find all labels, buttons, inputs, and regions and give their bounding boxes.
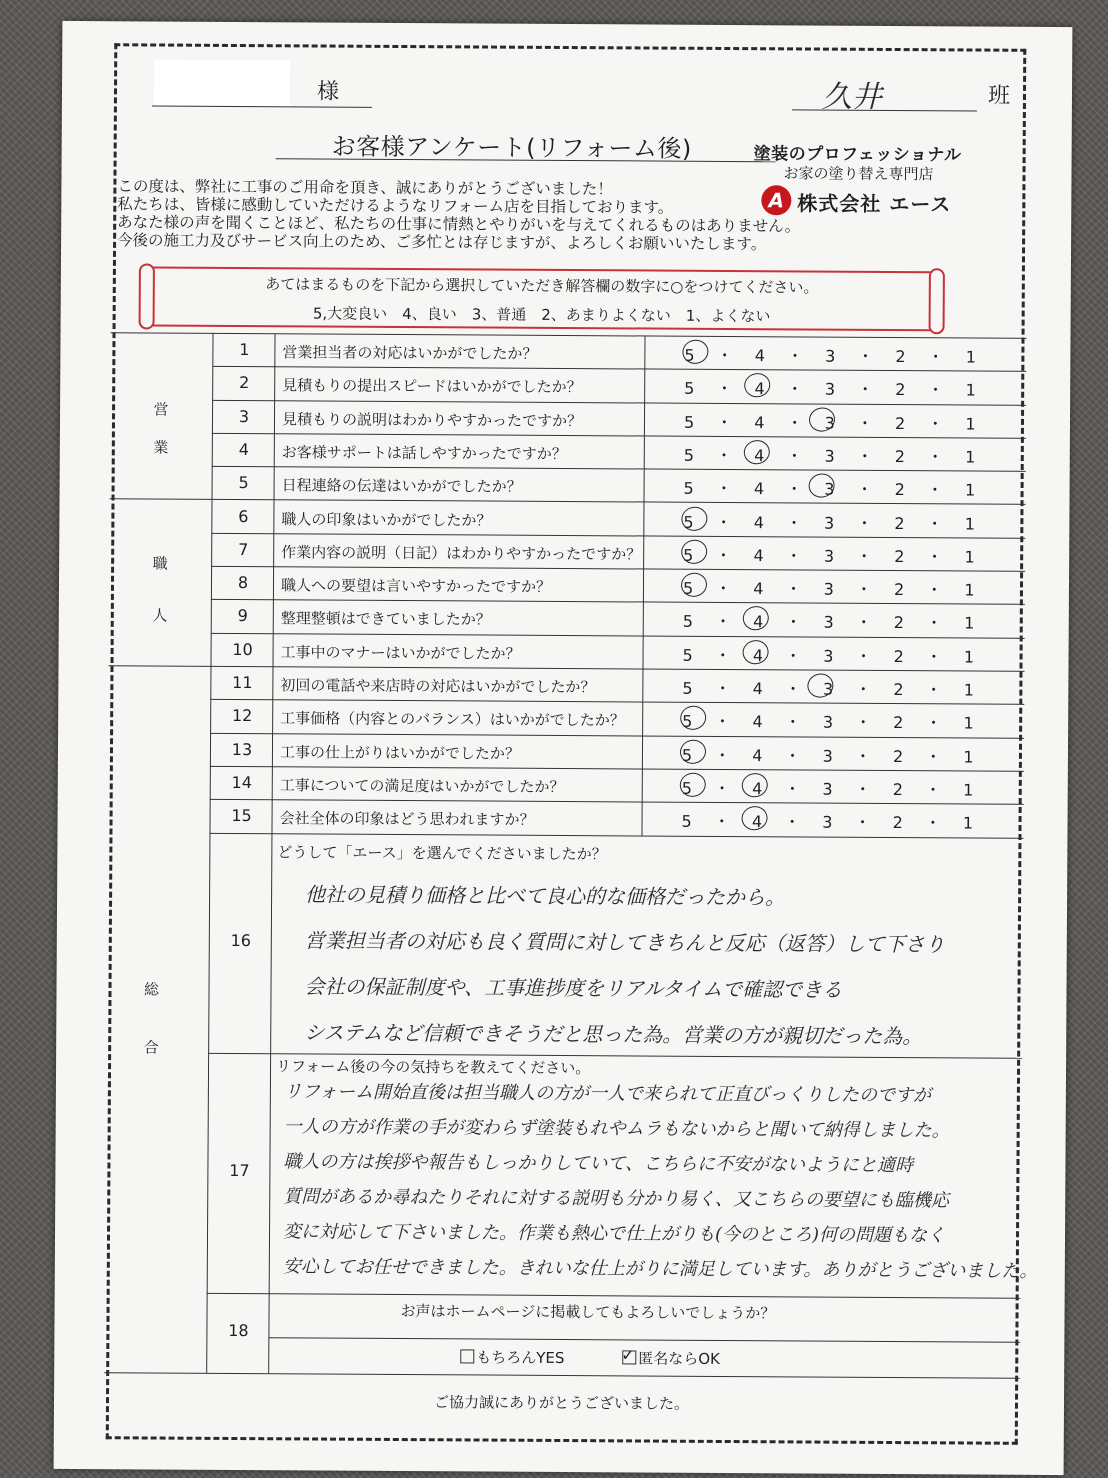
q16-answer-line: システムなど信頼できそうだと思った為。営業の方が親切だった為。 [304, 1020, 923, 1049]
question-text: 職人への要望は言いやすかったですか？ [280, 576, 552, 597]
intro-line: あなた様の声を聞くことほど、私たちの仕事に情熱とやりがいを与えてくれるものはありません。 [117, 213, 801, 236]
rating-scale: 5 ・ 4 ・ 3 ・ 2 ・ 1 [683, 412, 976, 434]
q17-answer-line: 一人の方が作業の手が変わらず塗装もれやムラもないからと聞いて納得しました。 [283, 1116, 950, 1142]
question-number: 17 [229, 1160, 250, 1181]
q17-answer-line: 職人の方は挨拶や報告もしっかりしていて、こちらに不安がないようにと適時 [283, 1151, 914, 1177]
rating-scale: 5 ・ 4 ・ 3 ・ 2 ・ 1 [682, 678, 975, 700]
question-number: 2 [239, 373, 250, 393]
company-logo-icon: A [761, 185, 791, 215]
rating-legend: 5,大変良い 4、良い 3、普通 2、あまりよくない 1、よくない [312, 304, 771, 326]
question-text: 作業内容の説明（日記）はわかりやすかったですか？ [281, 543, 642, 564]
rating-scale: 5 ・ 4 ・ 3 ・ 2 ・ 1 [681, 778, 974, 800]
q16-answer-line: 会社の保証制度や、工事進捗度をリアルタイムで確認できる [304, 974, 843, 1002]
category-label: 合 [143, 1038, 159, 1057]
rating-scale: 5 ・ 4 ・ 3 ・ 2 ・ 1 [682, 645, 975, 667]
q18-option-yes-label: もちろんYES [476, 1348, 565, 1368]
han-label: 班 [987, 83, 1011, 109]
question-number: 4 [238, 439, 249, 459]
q17-prompt: リフォーム後の今の気持ちを教えてください。 [275, 1057, 591, 1078]
grid-line [641, 335, 645, 835]
rating-scale: 5 ・ 4 ・ 3 ・ 2 ・ 1 [684, 345, 977, 367]
customer-name-redaction [154, 59, 290, 106]
question-text: 営業担当者の対応はいかがでしたか？ [282, 343, 538, 363]
rating-scale: 5 ・ 4 ・ 3 ・ 2 ・ 1 [682, 612, 975, 633]
question-text: 工事の仕上がりはいかがでしたか？ [279, 742, 521, 763]
question-number: 11 [232, 672, 253, 693]
company-name: 株式会社 エース [797, 191, 952, 217]
q17-answer-line: リフォーム開始直後は担当職人の方が一人で来られて正直びっくりしたのですが [283, 1081, 932, 1107]
checkmark-icon: ✓ [621, 1345, 635, 1365]
rating-scale: 5 ・ 4 ・ 3 ・ 2 ・ 1 [681, 745, 974, 767]
question-text: 工事についての満足度はいかがでしたか？ [279, 776, 565, 796]
question-number: 9 [237, 606, 248, 626]
question-text: 日程連絡の伝達はいかがでしたか？ [281, 476, 522, 496]
q16-prompt: どうして「エース」を選んでくださいましたか？ [277, 843, 607, 864]
category-label: 人 [152, 606, 168, 625]
category-label: 職 [152, 554, 168, 573]
question-number: 6 [238, 506, 249, 526]
question-number: 10 [232, 639, 253, 659]
sama-label: 様 [316, 79, 340, 105]
q17-answer-line: 安心してお任せできました。きれいな仕上がりに満足しています。ありがとうございました。 [282, 1256, 1038, 1282]
intro-line: 今後の施工力及びサービス向上のため、ご多忙とは存じますが、よろしくお願いいたします。 [117, 231, 767, 254]
staff-name: 久井 [821, 79, 883, 115]
rating-scale: 5 ・ 4 ・ 3 ・ 2 ・ 1 [683, 478, 976, 500]
question-text: 工事中のマナーはいかがでしたか？ [280, 642, 521, 663]
intro-line: 私たちは、皆様に感動していただけるようなリフォーム店を目指しております。 [117, 195, 674, 217]
question-number: 3 [238, 406, 250, 426]
q18-prompt: お声はホームページに掲載してもよろしいでしょうか？ [400, 1302, 776, 1323]
question-number: 16 [230, 930, 252, 951]
question-text: 初回の電話や来店時の対応はいかがでしたか？ [280, 676, 596, 697]
intro-text [117, 177, 800, 253]
question-number: 8 [237, 573, 249, 593]
survey-table [104, 332, 1038, 1378]
question-number: 1 [239, 340, 250, 360]
question-number: 7 [238, 539, 249, 559]
instruction-box [147, 266, 937, 331]
question-number: 5 [238, 473, 249, 493]
q16-answer-line: 営業担当者の対応も良く質問に対してきちんと反応（返答）して下さり [304, 928, 945, 957]
question-text: 職人の印象はいかがでしたか？ [281, 509, 492, 530]
category-label: 業 [153, 438, 169, 457]
category-label: 総 [143, 980, 160, 999]
footer-thanks: ご協力誠にありがとうございました。 [433, 1393, 690, 1413]
grid-line [207, 1293, 1021, 1299]
q18-option-yes[interactable] [460, 1346, 564, 1368]
rating-scale: 5 ・ 4 ・ 3 ・ 2 ・ 1 [681, 811, 974, 833]
question-text: 会社全体の印象はどう思われますか？ [279, 809, 535, 830]
q18-option-anonymous-label: 匿名ならOK [638, 1349, 720, 1368]
q18-option-anonymous[interactable] [622, 1347, 720, 1369]
question-number: 14 [231, 772, 253, 792]
brand-subtitle: お家の塗り替え専門店 [783, 164, 934, 184]
grid-line [268, 1337, 1020, 1343]
rating-scale: 5 ・ 4 ・ 3 ・ 2 ・ 1 [683, 445, 976, 467]
grid-line [206, 333, 213, 1373]
instruction-line1: あてはまるものを下記から選択していただき解答欄の数字に○をつけてください。 [265, 275, 819, 297]
q17-answer-line: 変に対応して下さいました。作業も熱心で仕上がりも(今のところ)何の問題もなく [282, 1221, 946, 1247]
question-text: 見積もりの説明はわかりやすかったですか？ [281, 409, 583, 430]
survey-sheet [54, 21, 1073, 1475]
rating-scale: 5 ・ 4 ・ 3 ・ 2 ・ 1 [683, 512, 976, 534]
rating-scale: 5 ・ 4 ・ 3 ・ 2 ・ 1 [684, 379, 976, 400]
question-text: 見積もりの提出スピードはいかがでしたか？ [282, 376, 582, 397]
q17-answer-line: 質問があるか尋ねたりそれに対する説明も分かり易く、又こちらの要望にも臨機応 [283, 1186, 949, 1212]
page-title: お客様アンケート(リフォーム後) [331, 132, 692, 163]
scroll-right-icon [929, 268, 945, 334]
question-number: 18 [228, 1320, 249, 1341]
category-label: 営 [153, 400, 169, 419]
rating-scale: 5 ・ 4 ・ 3 ・ 2 ・ 1 [683, 545, 975, 567]
question-number: 15 [231, 806, 252, 826]
question-text: 整理整頓はできていましたか？ [280, 609, 491, 629]
brand-tagline: 塗装のプロフェッショナル [753, 144, 962, 166]
rating-scale: 5 ・ 4 ・ 3 ・ 2 ・ 1 [682, 712, 974, 733]
question-text: 工事価格（内容とのバランス）はいかがでしたか？ [280, 709, 625, 730]
checkbox-yes-icon[interactable] [460, 1349, 474, 1363]
question-number: 13 [231, 739, 253, 759]
question-number: 12 [231, 706, 253, 726]
intro-line: この度は、弊社に工事のご用命を頂き、誠にありがとうございました！ [117, 177, 613, 199]
question-text: お客様サポートは話しやすかったですか？ [281, 443, 567, 463]
q16-answer-line: 他社の見積り価格と比べて良心的な価格だったから。 [305, 882, 786, 910]
scroll-left-icon [139, 263, 155, 329]
grid-line [209, 833, 1023, 839]
rating-scale: 5 ・ 4 ・ 3 ・ 2 ・ 1 [682, 578, 975, 600]
checkbox-anonymous-icon[interactable] [621, 1345, 636, 1365]
